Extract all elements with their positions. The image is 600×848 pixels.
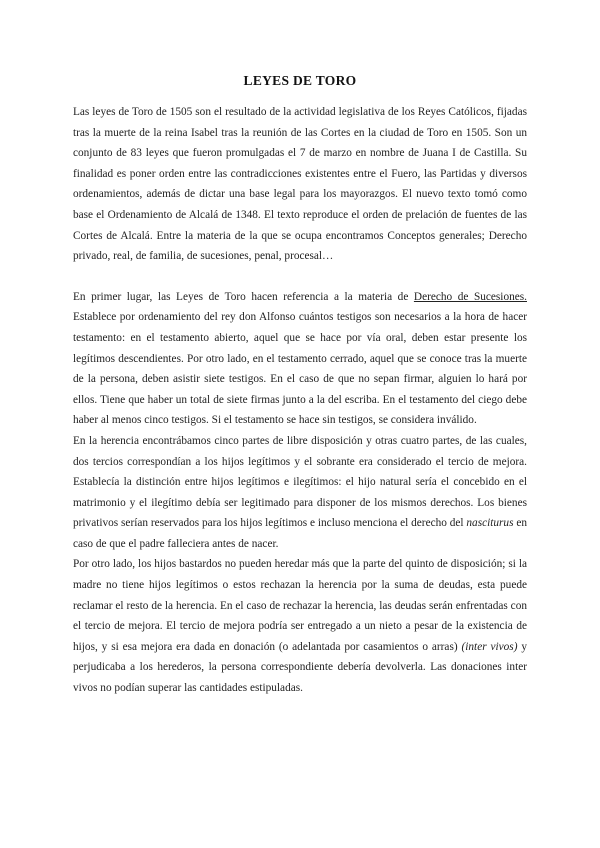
paragraph-text: En la herencia encontrábamos cinco partes de libre disposición y otras cuatro partes, de las cuales, dos tercios correspondían a los hijos legítimos y el sobrante era considerado el tercio de mejora. Establecía la distinción entre hijos legítimos e ilegítimos: el hijo natural sería el concebido en el matrimonio y el ilegítimo debía ser legitimado para disponer de los mismos derechos. Los bienes privativos serían reservados para los hijos legítimos e incluso menciona el derecho del <box>73 434 527 530</box>
paragraph-text: en caso de que el padre falleciera antes de nacer. <box>73 517 527 550</box>
paragraph-herencia <box>73 431 527 555</box>
paragraph-text: Establece por ordenamiento del rey don Alfonso cuántos testigos son necesarios a la hora de hacer testamento: en el testamento abierto, aquel que se hace por vía oral, deben estar presente los legítimos descendientes. Por otro lado, en el testamento cerrado, aquel que se conoce tras la muerte de la persona, deben asistir siete testigos. En el caso de que no sepan firmar, alguien lo hará por ellos. Tiene que haber un total de siete firmas junto a la del escriba. En el testamento del ciego debe haber al menos cinco testigos. Si el testamento se hace sin testigos, se considera inválido. <box>73 311 527 427</box>
paragraph-sucesiones <box>73 287 527 431</box>
paragraph-text: y perjudicaba a los herederos, la persona correspondiente debería devolverla. Las donaciones inter vivos no podían superar las cantidades estipuladas. <box>73 640 527 695</box>
document-body <box>73 102 527 699</box>
paragraph-intro: Las leyes de Toro de 1505 son el resultado de la actividad legislativa de los Reyes Católicos, fijadas tras la muerte de la reina Isabel tras la reunión de las Cortes en la ciudad de Toro en 1505. Son un conjunto de 83 leyes que fueron promulgadas el 7 de marzo en nombre de Juana I de Castilla. Su finalidad es poner orden entre las contradicciones existentes entre el Fuero, las Partidas y diversos ordenamientos, además de dictar una base legal para los mayorazgos. El nuevo texto tomó como base el Ordenamiento de Alcalá de 1348. El texto reproduce el orden de prelación de fuentes de las Cortes de Alcalá. Entre la materia de la que se ocupa encontramos Conceptos generales; Derecho privado, real, de familia, de sucesiones, penal, procesal… <box>73 106 527 263</box>
paragraph-text: En primer lugar, las Leyes de Toro hacen referencia a la materia de <box>73 290 414 303</box>
nasciturus-term: nasciturus <box>466 517 514 530</box>
inter-vivos-term: (inter vivos) <box>461 640 518 653</box>
paragraph-gap <box>73 267 527 287</box>
page-title: LEYES DE TORO <box>243 73 357 88</box>
derecho-sucesiones-link: Derecho de Sucesiones. <box>413 290 527 303</box>
paragraph-bastardos <box>73 554 527 698</box>
paragraph-text: Por otro lado, los hijos bastardos no pueden heredar más que la parte del quinto de disposición; si la madre no tiene hijos legítimos o estos rechazan la herencia por la suma de deudas, esta puede reclamar el resto de la herencia. En el caso de rechazar la herencia, las deudas serán enfrentadas con el tercio de mejora. El tercio de mejora podría ser entregado a un nieto a pesar de la existencia de hijos, y si esa mejora era dada en donación (o adelantada por casamientos o arras) <box>73 558 527 653</box>
